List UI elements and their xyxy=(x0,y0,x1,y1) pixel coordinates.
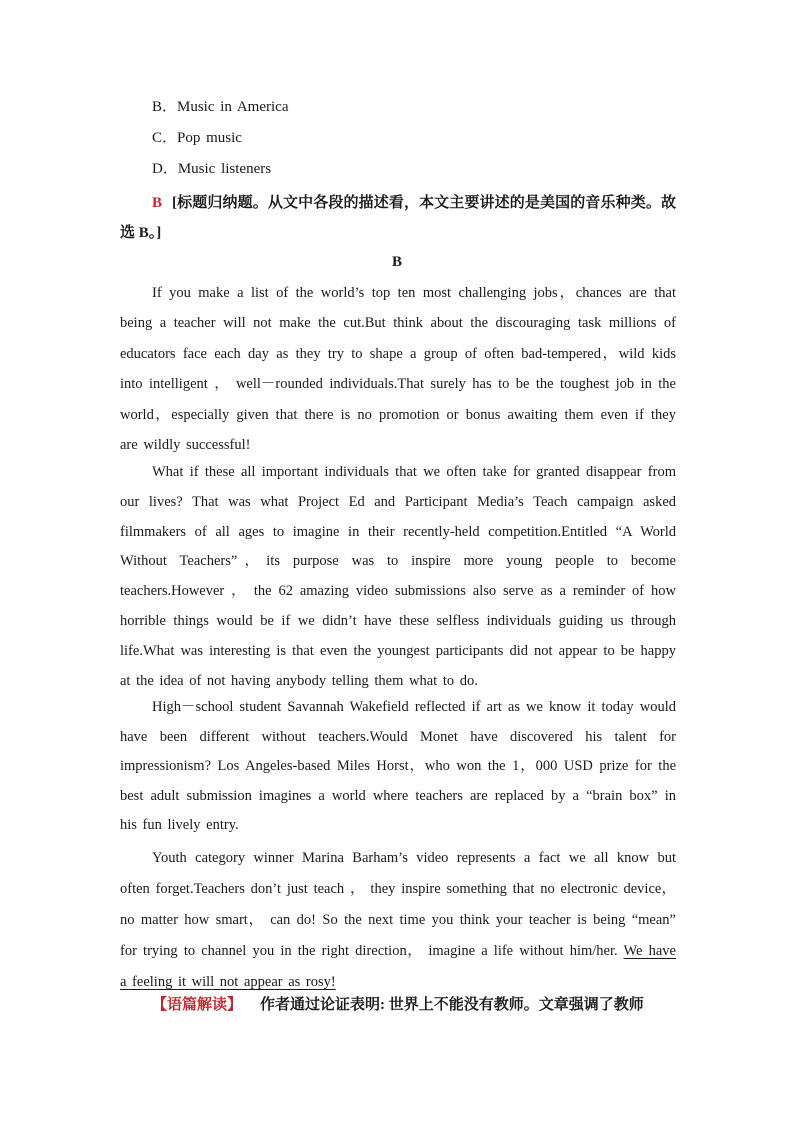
interpretation-text: 作者通过论证表明: 世界上不能没有教师。文章强调了教师 xyxy=(260,997,644,1013)
underlined-sentence: We have a feeling it will not appear as rosy! xyxy=(120,943,676,990)
passage-paragraph-4 xyxy=(120,843,676,998)
passage-paragraph-3: High－school student Savannah Wakefield reflected if art as we know it today would have been different without teachers.Would Monet have discovered his talent for impressionism? Los Angeles-based Miles Horst，who won the 1，000 USD prize for the best adult submission imagines a world where teachers are replaced by a “brain box” in his fun lively entry. xyxy=(120,699,676,834)
option-c: C．Pop music xyxy=(152,130,242,146)
passage-interpretation xyxy=(152,994,676,1016)
option-b: B．Music in America xyxy=(152,99,289,115)
answer-explanation xyxy=(120,188,676,248)
option-d: D．Music listeners xyxy=(152,161,272,177)
section-title: B xyxy=(391,254,402,270)
answer-letter: B xyxy=(152,195,163,211)
answer-text: [标题归纳题。从文中各段的描述看，本文主要讲述的是美国的音乐种类。故选 B。] xyxy=(120,195,676,241)
passage-paragraph-1: If you make a list of the world’s top ten most challenging jobs，chances are that being a teacher will not make the cut.But think about the discouraging task millions of educators face each day as they try to shape a group of often bad-tempered，wild kids into intelligent ， well－rounded individuals.That surely has to be the toughest job in the world，especially given that there is no promotion or bonus awaiting them even if they are wildly successful! xyxy=(120,285,676,454)
passage-paragraph-2: What if these all important individuals that we often take for granted disappear from our lives? That was what Project Ed and Participant Media’s Teach campaign asked filmmakers of all ages to imagine in their recently-held competition.Entitled “A World Without Teachers”，its purpose was to inspire more young people to become teachers.However ， the 62 amazing video submissions also serve as a reminder of how horrible things would be if we didn’t have these selfless individuals guiding us through life.What was interesting is that even the youngest participants did not appear to be happy at the idea of not having anybody telling them what to do. xyxy=(120,464,676,689)
interpretation-label: 【语篇解读】 xyxy=(152,997,243,1013)
paragraph-4-text: Youth category winner Marina Barham’s video represents a fact we all know but often forget.Teachers don’t just teach ， they inspire something that no electronic device，no matter how smart， can do! So the next time you think your teacher is being “mean” for trying to channel you in the right direction， imagine a life without him/her. xyxy=(120,850,676,959)
